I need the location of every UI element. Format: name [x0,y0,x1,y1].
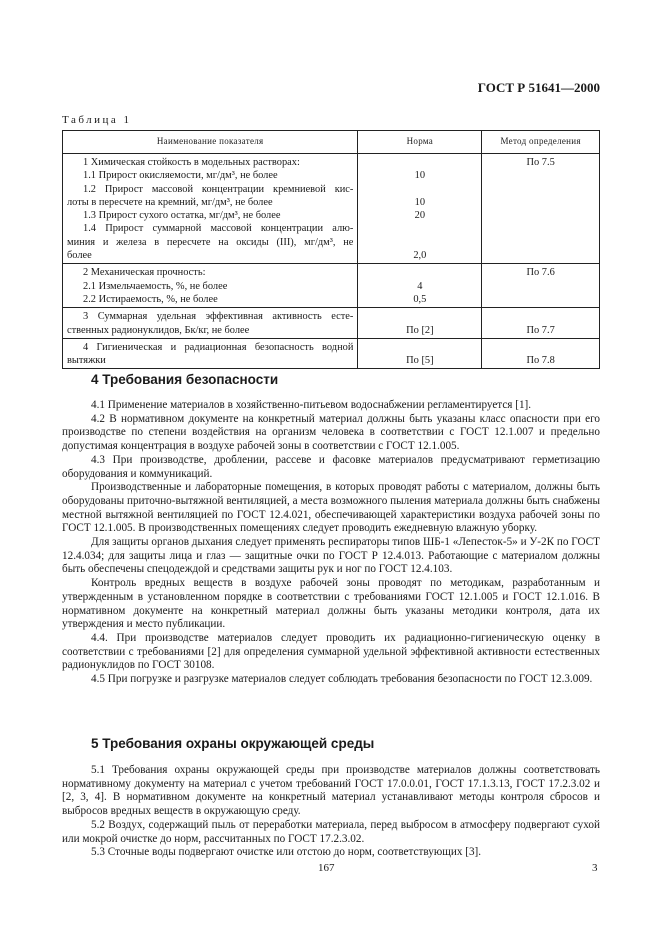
section-4-heading: 4 Требования безопасности [91,372,279,387]
row-text: 1.2 Прирост массовой концентрации кремниевой кис- [83,183,354,195]
section-5-body [62,764,600,860]
paragraph: Контроль вредных веществ в воздухе рабочей зоны проводят по методикам, разработанным и утвержденным в установленном порядке в соответствии с требованиями ГОСТ 12.1.005 и ГОСТ 12.1.016. В нормативном документе на конкретный материал должны быть указаны методики контроля, дата их утверждения и место публикации. [62,577,600,631]
paragraph: 4.3 При производстве, дроблении, рассеве и фасовке материалов предусматривают герметизацию оборудования и коммуникаций. [62,453,600,480]
norms-table [62,130,600,369]
column-header-indicator: Наименование показателя [63,131,358,154]
page-number: 3 [592,862,598,874]
paragraph: 5.3 Сточные воды подвергают очистке или отстою до норм, соответствующих [3]. [91,846,482,859]
column-header-method: Метод определения [482,131,600,154]
column-header-norm: Норма [358,131,482,154]
printed-page-number: 167 [318,862,335,874]
table-row [63,154,600,264]
row-text: 2.1 Измельчаемость, %, не более [83,280,228,292]
paragraph: 4.4. При производстве материалов следует проводить их радиационно-гигиеническую оценку в соответствии с требованиями [2] для определения суммарной удельной эффективной активности естественных радионуклидов по ГОСТ 30108. [62,631,600,672]
norm-value: По [2] [406,324,434,336]
row-text: 2.2 Истираемость, %, не более [83,293,218,305]
paragraph: Производственные и лабораторные помещения, в которых проводят работы с материалом, должны быть оборудованы приточно-вытяжной вентиляцией, а места возможного пыления материала должны быть снабжены местной вытяжной вентиляцией по ГОСТ 12.4.021, обеспечивающей характеристики воздуха рабочей зоны по ГОСТ 12.1.005. В производственных помещениях следует проводить ежедневную влажную уборку. [62,481,600,535]
table-header-row [63,131,600,154]
paragraph: 4.2 В нормативном документе на конкретный материал должны быть указаны класс опасности при его производстве по степени воздействия на организм человека в соответствии с ГОСТ 12.1.007 и предельно допустимая концентрация в воздухе рабочей зоны в соответствии с ГОСТ 12.1.005. [62,412,600,453]
row-text: 1.4 Прирост суммарной массовой концентрации алю- [83,223,354,235]
norm-value: По [5] [406,355,434,367]
row-text: миния и железа в пересчете на оксиды (III), мг/дм³, не [67,236,354,248]
section-5-heading: 5 Требования охраны окружающей среды [91,736,375,751]
paragraph: 5.1 Требования охраны окружающей среды при производстве материалов должны соответствовать нормативному документу на материал с учетом требований ГОСТ 17.0.0.01, ГОСТ 17.1.3.13, ГОСТ 17.2.3.02 и [2, 3, 4]. В нормативном документе на конкретный материал устанавливают методы контроля сбросов и выбросов вредных веществ в окружающую среду. [62,764,600,818]
row-text: 4 Гигиеническая и радиационная безопасность водной [83,341,354,353]
method-value: По 7.6 [526,267,555,279]
paragraph: 4.5 При погрузке и разгрузке материалов следует соблюдать требования безопасности по ГОСТ 12.3.009. [91,673,593,686]
norm-value: 20 [414,210,426,222]
norm-value: 0,5 [413,293,427,305]
method-value: По 7.7 [526,324,555,336]
row-text: 1 Химическая стойкость в модельных растворах: [83,157,300,168]
table-row [63,264,600,308]
table-row [63,308,600,339]
row-text: 2 Механическая прочность: [83,267,206,279]
row-text: 1.3 Прирост сухого остатка, мг/дм³, не более [83,210,281,222]
method-value: По 7.5 [526,157,555,168]
table-row [63,338,600,369]
method-value: По 7.8 [526,355,555,367]
row-text: ственных радионуклидов, Бк/кг, не более [67,324,250,336]
table-label: Таблица 1 [62,114,132,126]
paragraph: 4.1 Применение материалов в хозяйственно-питьевом водоснабжении регламентируется [1]. [91,399,532,411]
document-standard-code: ГОСТ Р 51641—2000 [477,80,600,95]
row-text: более [67,250,92,262]
norm-value: 10 [414,196,426,208]
norm-value: 2,0 [413,250,427,262]
row-text: вытяжки [67,355,106,367]
norm-value: 4 [417,280,423,292]
norm-value: 10 [414,170,426,182]
paragraph: Для защиты органов дыхания следует применять респираторы типов ШБ-1 «Лепесток-5» и У-2К по ГОСТ 12.4.034; для защиты лица и глаз — защитные очки по ГОСТ Р 12.4.013. Работающие с материалом должны быть обеспечены спецодеждой и средствами защиты рук и ног по ГОСТ 12.4.103. [62,536,600,576]
row-text: 3 Суммарная удельная эффективная активность есте- [83,311,354,323]
row-text: лоты в пересчете на кремний, мг/дм³, не более [67,196,273,208]
paragraph: 5.2 Воздух, содержащий пыль от переработки материала, перед выбросом в атмосферу подвергают сухой или мокрой очистке до норм, рассчитанных по ГОСТ 17.2.3.02. [62,818,600,845]
row-text: 1.1 Прирост окисляемости, мг/дм³, не более [83,170,278,182]
section-4-body [62,399,600,687]
